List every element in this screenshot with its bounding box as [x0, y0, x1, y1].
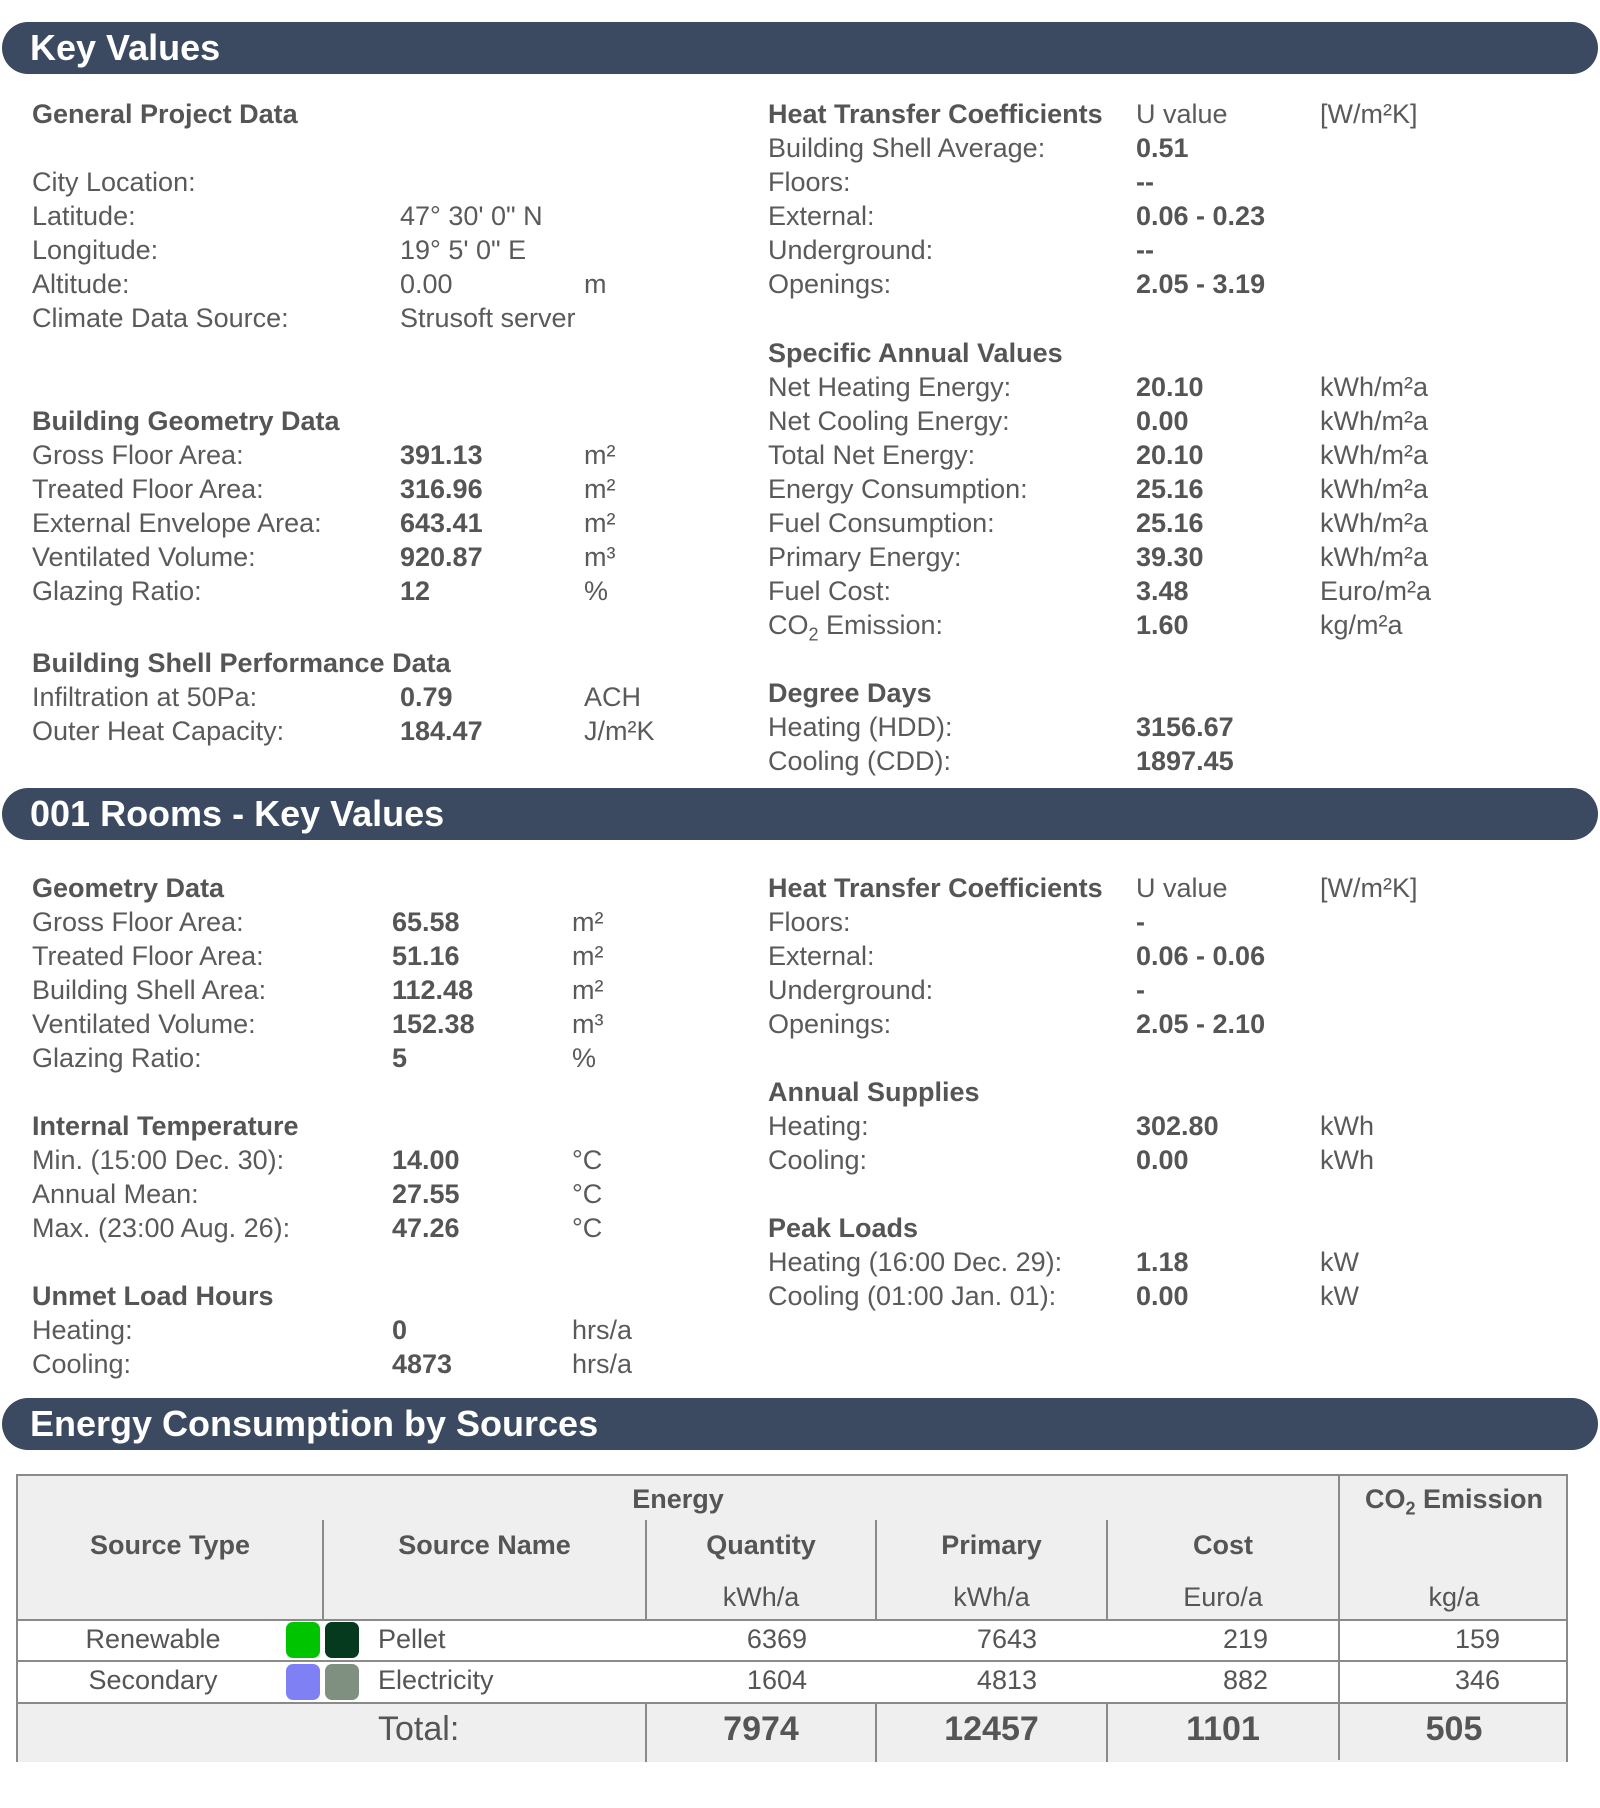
degree-days: [768, 676, 1568, 778]
row-value: 3156.67: [1136, 712, 1234, 742]
row-value: 5: [392, 1043, 408, 1073]
general-project-data: [32, 97, 732, 335]
row-unit: kWh: [1320, 1145, 1374, 1175]
row-source-name: Electricity: [378, 1665, 494, 1695]
row-value: 0.00: [1136, 406, 1189, 436]
source-color-swatch: [325, 1664, 359, 1700]
row-value: -: [1136, 975, 1145, 1005]
row-value: 20.10: [1136, 440, 1204, 470]
row-label: Min. (15:00 Dec. 30):: [32, 1145, 285, 1175]
row-unit: m²: [584, 474, 616, 504]
row-unit: kWh/m²a: [1320, 508, 1428, 538]
row-label: Ventilated Volume:: [32, 542, 256, 572]
row-source-name: Pellet: [378, 1624, 446, 1654]
header-co2-emission: $CO_2$ Emission: [1364, 1484, 1544, 1519]
row-unit: kWh/m²a: [1320, 372, 1428, 402]
internal-temperature: [32, 1109, 732, 1245]
total-co2: 505: [1425, 1710, 1483, 1748]
row-label: External:: [768, 201, 875, 231]
row-unit: °C: [572, 1179, 603, 1209]
co2-emission-label: $CO_2$ Emission:: [768, 610, 944, 645]
header-source-name: Source Name: [398, 1530, 571, 1560]
row-label: Ventilated Volume:: [32, 1009, 256, 1039]
row-co2: 346: [1454, 1665, 1500, 1695]
u-value-unit: [W/m²K]: [1320, 99, 1418, 129]
section-heading: Unmet Load Hours: [32, 1281, 274, 1311]
row-label: Floors:: [768, 907, 851, 937]
header-primary: Primary: [941, 1530, 1042, 1560]
row-source-type: Secondary: [88, 1665, 218, 1695]
unit-quantity: kWh/a: [722, 1582, 800, 1612]
row-value: 65.58: [392, 907, 460, 937]
row-label: Max. (23:00 Aug. 26):: [32, 1213, 291, 1243]
source-color-swatch: [286, 1622, 320, 1658]
row-value: 112.48: [392, 975, 474, 1005]
row-value: 1.18: [1136, 1247, 1189, 1277]
row-unit: kWh/m²a: [1320, 542, 1428, 572]
section-heading: Degree Days: [768, 678, 932, 708]
row-unit: m³: [572, 1009, 604, 1039]
row-value: 2.05 - 2.10: [1136, 1009, 1266, 1039]
row-value: 0.00: [1136, 1145, 1189, 1175]
altitude-label: Altitude:: [32, 269, 130, 299]
row-label: Gross Floor Area:: [32, 907, 244, 937]
row-unit: m²: [572, 941, 604, 971]
row-unit: m²: [584, 440, 616, 470]
header-quantity: Quantity: [706, 1530, 816, 1560]
section-heading: Heat Transfer Coefficients: [768, 99, 1103, 129]
row-value: 184.47: [400, 716, 483, 746]
city-location-label: City Location:: [32, 167, 196, 197]
row-label: Heating:: [768, 1111, 869, 1141]
row-unit: kWh/m²a: [1320, 440, 1428, 470]
row-unit: %: [572, 1043, 597, 1073]
peak-loads: [768, 1211, 1568, 1313]
row-unit: m²: [572, 975, 604, 1005]
rooms-heat-transfer-coefficients: [768, 871, 1568, 1041]
row-label: Energy Consumption:: [768, 474, 1028, 504]
row-value: 27.55: [392, 1179, 460, 1209]
unit-cost: Euro/a: [1183, 1582, 1263, 1612]
building-shell-performance-data: [32, 646, 732, 748]
row-label: Outer Heat Capacity:: [32, 716, 285, 746]
row-value: 391.13: [400, 440, 483, 470]
header-energy: Energy: [632, 1484, 724, 1514]
row-label: Building Shell Average:: [768, 133, 1046, 163]
row-label: Floors:: [768, 167, 851, 197]
altitude-value: 0.00: [400, 269, 453, 299]
total-cost: 1101: [1186, 1710, 1260, 1748]
row-value: --: [1136, 235, 1154, 265]
header-source-type: Source Type: [89, 1530, 251, 1560]
building-geometry-data: [32, 404, 732, 608]
row-value: 0.06 - 0.23: [1136, 201, 1266, 231]
u-value-column-label: U value: [1136, 873, 1228, 903]
row-label: Net Cooling Energy:: [768, 406, 1010, 436]
row-label: Heating (HDD):: [768, 712, 953, 742]
row-value: 14.00: [392, 1145, 460, 1175]
row-label: Underground:: [768, 235, 934, 265]
row-unit: hrs/a: [572, 1315, 633, 1345]
heat-transfer-coefficients: [768, 97, 1568, 301]
specific-annual-values: [768, 336, 1568, 645]
row-unit: kWh: [1320, 1111, 1374, 1141]
row-value: 4873: [392, 1349, 453, 1379]
row-label: Cooling:: [768, 1145, 868, 1175]
unmet-load-hours: [32, 1279, 732, 1381]
row-label: External:: [768, 941, 875, 971]
section-heading: Internal Temperature: [32, 1111, 299, 1141]
total-primary: 12457: [944, 1710, 1039, 1748]
row-quantity: 1604: [746, 1665, 807, 1695]
row-label: External Envelope Area:: [32, 508, 322, 538]
energy-sources-table: [16, 1474, 1568, 1762]
unit-co2: kg/a: [1428, 1582, 1480, 1612]
section-heading: Building Geometry Data: [32, 406, 340, 436]
row-label: Cooling (CDD):: [768, 746, 952, 776]
latitude-label: Latitude:: [32, 201, 136, 231]
row-source-type: Renewable: [85, 1624, 221, 1654]
row-unit: Euro/m²a: [1320, 576, 1432, 606]
row-value: 0: [392, 1315, 408, 1345]
row-label: Fuel Cost:: [768, 576, 892, 606]
altitude-unit: m: [584, 269, 607, 299]
row-value: 0.00: [1136, 1281, 1189, 1311]
row-value: 20.10: [1136, 372, 1204, 402]
row-unit: kW: [1320, 1281, 1359, 1311]
row-unit: m³: [584, 542, 616, 572]
row-unit: J/m²K: [584, 716, 655, 746]
longitude-value: 19° 5' 0" E: [400, 235, 527, 265]
rooms-geometry-data: [32, 871, 732, 1075]
row-value: -: [1136, 907, 1145, 937]
row-value: 0.06 - 0.06: [1136, 941, 1266, 971]
row-unit: m²: [572, 907, 604, 937]
row-value: 920.87: [400, 542, 483, 572]
row-value: 2.05 - 3.19: [1136, 269, 1266, 299]
row-label: Primary Energy:: [768, 542, 962, 572]
row-label: Infiltration at 50Pa:: [32, 682, 258, 712]
row-value: 302.80: [1136, 1111, 1219, 1141]
row-value: 152.38: [392, 1009, 475, 1039]
row-value: 12: [400, 576, 431, 606]
row-label: Annual Mean:: [32, 1179, 199, 1209]
row-quantity: 6369: [746, 1624, 807, 1654]
row-value: 643.41: [400, 508, 483, 538]
row-unit: ACH: [584, 682, 642, 712]
section-header-rooms-key-values: 001 Rooms - Key Values: [2, 788, 1598, 840]
total-quantity: 7974: [723, 1710, 799, 1748]
row-unit: %: [584, 576, 609, 606]
row-value: --: [1136, 167, 1154, 197]
annual-supplies: [768, 1075, 1568, 1177]
row-label: Openings:: [768, 269, 892, 299]
row-unit: kWh/m²a: [1320, 474, 1428, 504]
row-label: Glazing Ratio:: [32, 576, 202, 606]
longitude-label: Longitude:: [32, 235, 159, 265]
source-color-swatch: [286, 1664, 320, 1700]
row-cost: 882: [1222, 1665, 1268, 1695]
row-value: 25.16: [1136, 474, 1204, 504]
row-unit: kW: [1320, 1247, 1359, 1277]
climate-source-label: Climate Data Source:: [32, 303, 289, 333]
section-heading: Heat Transfer Coefficients: [768, 873, 1103, 903]
row-label: Total Net Energy:: [768, 440, 976, 470]
row-value: 3.48: [1136, 576, 1189, 606]
section-header-key-values: Key Values: [2, 22, 1598, 74]
row-label: Fuel Consumption:: [768, 508, 995, 538]
row-unit: m²: [584, 508, 616, 538]
row-value: 1897.45: [1136, 746, 1234, 776]
row-value: 47.26: [392, 1213, 460, 1243]
row-value: 0.51: [1136, 133, 1189, 163]
u-value-unit: [W/m²K]: [1320, 873, 1418, 903]
row-unit: kWh/m²a: [1320, 406, 1428, 436]
co2-emission-unit: kg/m²a: [1320, 610, 1403, 640]
section-heading: Building Shell Performance Data: [32, 648, 451, 678]
row-value: 25.16: [1136, 508, 1204, 538]
row-unit: °C: [572, 1145, 603, 1175]
row-value: 0.79: [400, 682, 453, 712]
section-heading: Peak Loads: [768, 1213, 919, 1243]
row-value: 316.96: [400, 474, 483, 504]
section-heading: General Project Data: [32, 99, 298, 129]
total-label: Total:: [378, 1710, 460, 1748]
row-co2: 159: [1454, 1624, 1500, 1654]
row-value: 51.16: [392, 941, 460, 971]
row-label: Treated Floor Area:: [32, 941, 264, 971]
climate-source-value: Strusoft server: [400, 303, 576, 333]
row-value: 39.30: [1136, 542, 1204, 572]
co2-emission-value: 1.60: [1136, 610, 1189, 640]
source-color-swatch: [325, 1622, 359, 1658]
row-label: Net Heating Energy:: [768, 372, 1012, 402]
row-unit: hrs/a: [572, 1349, 633, 1379]
row-label: Building Shell Area:: [32, 975, 267, 1005]
row-label: Heating (16:00 Dec. 29):: [768, 1247, 1063, 1277]
row-unit: °C: [572, 1213, 603, 1243]
row-label: Openings:: [768, 1009, 892, 1039]
row-label: Cooling:: [32, 1349, 132, 1379]
latitude-value: 47° 30' 0" N: [400, 201, 543, 231]
section-header-energy-consumption: Energy Consumption by Sources: [2, 1398, 1598, 1450]
section-heading: Annual Supplies: [768, 1077, 980, 1107]
row-cost: 219: [1222, 1624, 1268, 1654]
section-heading: Geometry Data: [32, 873, 225, 903]
u-value-column-label: U value: [1136, 99, 1228, 129]
section-heading: Specific Annual Values: [768, 338, 1063, 368]
row-label: Underground:: [768, 975, 934, 1005]
unit-primary: kWh/a: [953, 1582, 1030, 1612]
row-primary: 7643: [976, 1624, 1037, 1654]
header-cost: Cost: [1193, 1530, 1253, 1560]
row-label: Treated Floor Area:: [32, 474, 264, 504]
row-label: Heating:: [32, 1315, 133, 1345]
row-label: Gross Floor Area:: [32, 440, 244, 470]
row-label: Glazing Ratio:: [32, 1043, 202, 1073]
row-primary: 4813: [976, 1665, 1037, 1695]
row-label: Cooling (01:00 Jan. 01):: [768, 1281, 1057, 1311]
